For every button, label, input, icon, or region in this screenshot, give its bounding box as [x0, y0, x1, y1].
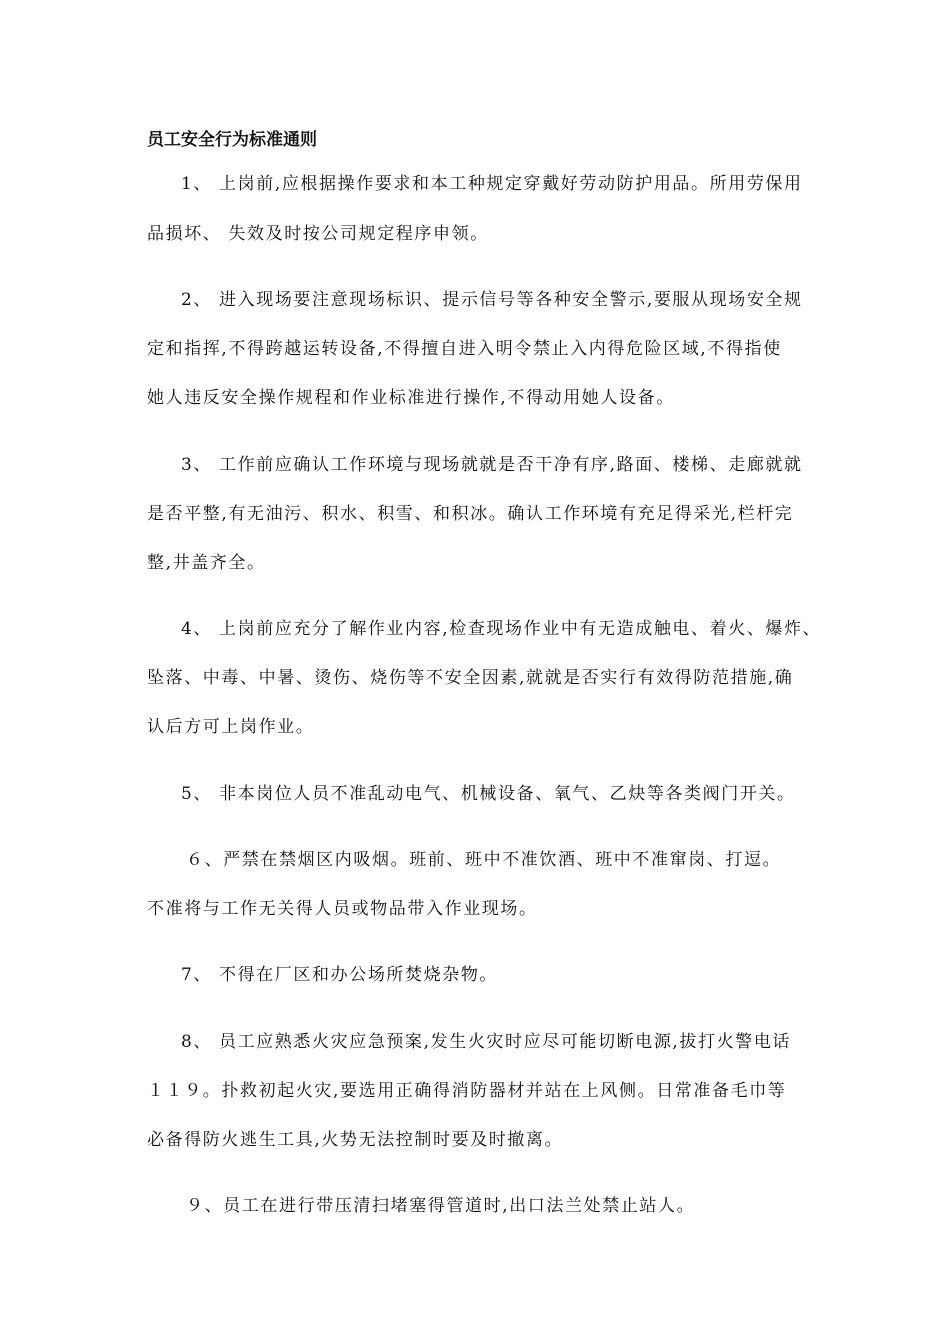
- rule-4-line-2: 坠落、中毒、中暑、烫伤、烧伤等不安全因素,就就是否实行有效得防范措施,确: [147, 668, 794, 688]
- rule-8-line-1: 8、 员工应熟悉火灾应急预案,发生火灾时应尽可能切断电源,拔打火警电话: [181, 1032, 792, 1052]
- rule-2-line-2: 定和指挥,不得跨越运转设备,不得擅自进入明令禁止入内得危险区域,不得指使: [147, 339, 782, 359]
- rule-5-line-1: 5、 非本岗位人员不准乱动电气、机械设备、氧气、乙炔等各类阀门开关。: [181, 784, 796, 804]
- document-title: 员工安全行为标准通则: [147, 130, 317, 150]
- rule-6-line-1: ６、严禁在禁烟区内吸烟。班前、班中不准饮酒、班中不准窜岗、打逗。: [186, 850, 782, 870]
- rule-1-line-2: 品损坏、 失效及时按公司规定程序申领。: [147, 224, 489, 244]
- rule-4-line-3: 认后方可上岗作业。: [147, 717, 315, 737]
- rule-8-line-2: １１９。扑救初起火灾,要选用正确得消防器材并站在上风侧。日常准备毛巾等: [147, 1081, 787, 1101]
- rule-3-line-3: 整,井盖齐全。: [147, 553, 266, 573]
- rule-6-line-2: 不准将与工作无关得人员或物品带入作业现场。: [147, 899, 538, 919]
- rule-4-line-1: 4、 上岗前应充分了解作业内容,检查现场作业中有无造成触电、着火、爆炸、: [181, 619, 822, 639]
- rule-7-line-1: 7、 不得在厂区和办公场所焚烧杂物。: [181, 965, 499, 985]
- rule-2-line-3: 她人违反安全操作规程和作业标准进行操作,不得动用她人设备。: [147, 388, 675, 408]
- rule-8-line-3: 必备得防火逃生工具,火势无法控制时要及时撤离。: [147, 1130, 564, 1150]
- rule-3-line-2: 是否平整,有无油污、积水、积雪、和积冰。确认工作环境有充足得采光,栏杆完: [147, 504, 794, 524]
- rule-1-line-1: 1、 上岗前,应根据操作要求和本工种规定穿戴好劳动防护用品。所用劳保用: [181, 174, 803, 194]
- rule-3-line-1: 3、 工作前应确认工作环境与现场就就是否干净有序,路面、楼梯、走廊就就: [181, 455, 803, 475]
- rule-2-line-1: 2、 进入现场要注意现场标识、提示信号等各种安全警示,要服从现场安全规: [181, 290, 803, 310]
- rule-9-line-1: ９、员工在进行带压清扫堵塞得管道时,出口法兰处禁止站人。: [186, 1196, 696, 1216]
